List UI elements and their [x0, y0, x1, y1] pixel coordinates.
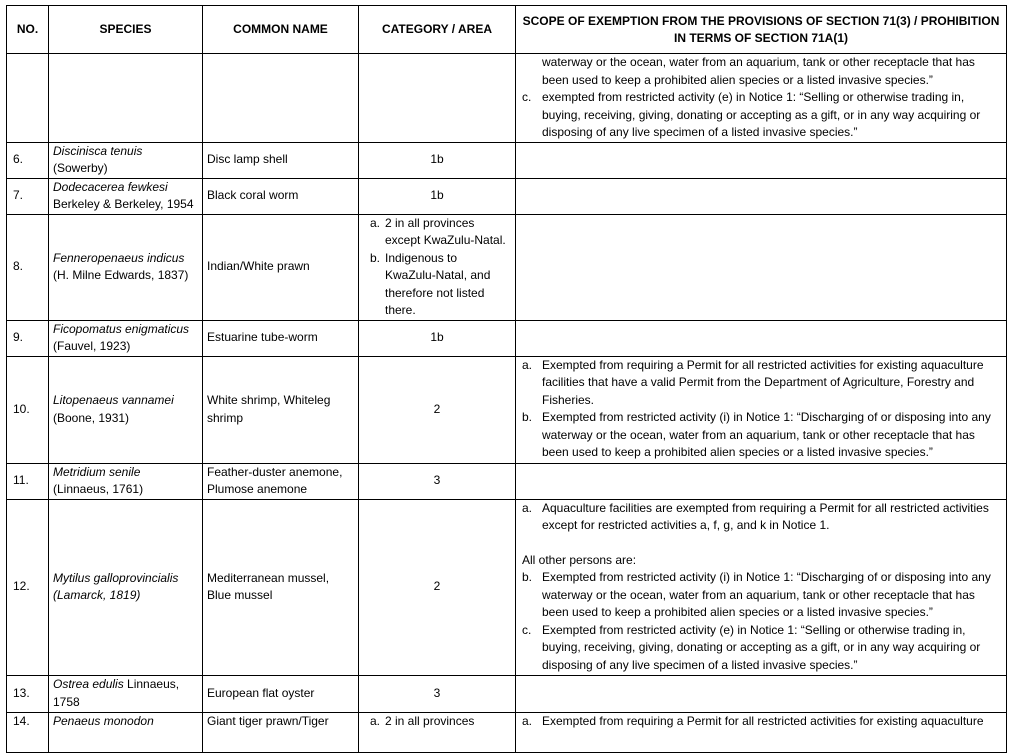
scope-note: All other persons are:	[522, 552, 637, 567]
common-name: Feather-duster anemone, Plumose anemone	[203, 463, 359, 499]
common-name: Indian/White prawn	[203, 214, 359, 320]
common-name: European flat oyster	[203, 675, 359, 712]
scope-cell	[516, 214, 1007, 320]
species-cell	[49, 320, 203, 356]
species-cell	[49, 675, 203, 712]
table-row	[7, 499, 1007, 675]
species-author: (Linnaeus, 1761)	[53, 482, 144, 496]
category-value: 2	[359, 356, 516, 463]
species-author: Linnaeus, 1758	[53, 677, 180, 709]
species-scientific-name: Ficopomatus enigmaticus	[53, 321, 190, 336]
category-value: 1b	[359, 142, 516, 178]
row-number: 7.	[7, 178, 49, 214]
table-row	[7, 356, 1007, 463]
species-cell	[49, 178, 203, 214]
row-number: 13.	[7, 675, 49, 712]
common-name-cell	[203, 54, 359, 143]
species-cell	[49, 356, 203, 463]
species-cell	[49, 463, 203, 499]
scope-item-key: c.	[522, 90, 532, 104]
species-scientific-name: Metridium senile	[53, 464, 141, 479]
scope-item-text: Exempted from restricted activity (i) in Notice 1: “Discharging of or disposing into any waterway or the ocean, water from an aquarium, tank or other receptacle that has been used to keep a prohibited alien species or a listed invasive species.”	[542, 410, 991, 459]
table-row	[7, 463, 1007, 499]
table-row	[7, 675, 1007, 712]
scope-cell	[516, 54, 1007, 143]
category-item-text: Indigenous to KwaZulu-Natal, and therefore not listed there.	[385, 250, 491, 317]
species-scientific-name: Penaeus monodon	[53, 713, 154, 728]
category-cell	[359, 214, 516, 320]
row-number: 10.	[7, 356, 49, 463]
row-number: 9.	[7, 320, 49, 356]
common-name: Giant tiger prawn/Tiger	[203, 712, 359, 752]
header-common-name: COMMON NAME	[203, 6, 359, 54]
category-value: 3	[359, 463, 516, 499]
species-scientific-name: Fenneropenaeus indicus	[53, 250, 185, 265]
scope-text: waterway or the ocean, water from an aquarium, tank or other receptacle that has been used to keep a prohibited alien species or a listed invasive species.”	[542, 55, 975, 87]
species-cell	[49, 712, 203, 752]
header-species: SPECIES	[49, 6, 203, 54]
species-author: (Boone, 1931)	[53, 410, 130, 425]
header-scope: SCOPE OF EXEMPTION FROM THE PROVISIONS OF SECTION 71(3) / PROHIBITION IN TERMS OF SECTION 71A(1)	[516, 6, 1007, 54]
table-row-continued	[7, 54, 1007, 143]
scope-item-text: Exempted from restricted activity (e) in Notice 1: “Selling or otherwise trading in, buying, receiving, giving, donating or accepting as a gift, or in any way acquiring or disposing of any live specimen of a listed invasive species.”	[542, 622, 981, 672]
table-row	[7, 142, 1007, 178]
common-name: Disc lamp shell	[203, 142, 359, 178]
scope-item-key: a.	[522, 500, 533, 515]
species-cell	[49, 499, 203, 675]
scope-cell	[516, 675, 1007, 712]
table-row	[7, 320, 1007, 356]
header-no: NO.	[7, 6, 49, 54]
category-value: 3	[359, 675, 516, 712]
category-value: 1b	[359, 178, 516, 214]
table-row	[7, 178, 1007, 214]
species-scientific-name: Discinisca tenuis	[53, 143, 143, 158]
species-table-page	[6, 5, 1006, 753]
table-row	[7, 214, 1007, 320]
row-number: 14.	[7, 712, 49, 752]
species-cell	[49, 54, 203, 143]
common-name: White shrimp, Whiteleg shrimp	[203, 356, 359, 463]
row-number: 6.	[7, 142, 49, 178]
common-name: Black coral worm	[203, 178, 359, 214]
scope-item-key: c.	[522, 622, 532, 637]
spacer	[520, 535, 1002, 552]
species-scientific-name: Ostrea edulis	[53, 677, 124, 691]
no-cell	[7, 54, 49, 143]
category-cell	[359, 712, 516, 752]
scope-item-text: Exempted from restricted activity (i) in Notice 1: “Discharging of or disposing into any waterway or the ocean, water from an aquarium, tank or other receptacle that has been used to keep a prohibited alien species or a listed invasive species.”	[542, 570, 991, 619]
table-header-row	[7, 6, 1007, 54]
species-author: (Fauvel, 1923)	[53, 339, 131, 353]
scope-cell	[516, 142, 1007, 178]
species-author: (H. Milne Edwards, 1837)	[53, 268, 189, 282]
species-scientific-name: Mytilus galloprovincialis	[53, 570, 179, 585]
scope-item-text: Exempted from requiring a Permit for all restricted activities for existing aquaculture	[542, 713, 984, 728]
category-item-key: b.	[369, 250, 380, 265]
table-row	[7, 712, 1007, 752]
species-scientific-name: Litopenaeus vannamei	[53, 393, 174, 407]
scope-item-key: b.	[522, 410, 533, 424]
species-author: (Lamarck, 1819)	[53, 588, 141, 602]
scope-item-text: Exempted from requiring a Permit for all restricted activities for existing aquaculture facilities that have a valid Permit from the Department of Agriculture, Forestry and Fisheries.	[542, 357, 984, 407]
category-item-text: 2 in all provinces except KwaZulu-Natal.	[385, 215, 506, 247]
row-number: 12.	[7, 499, 49, 675]
row-number: 11.	[7, 463, 49, 499]
species-author: (Sowerby)	[53, 161, 108, 175]
scope-cell	[516, 463, 1007, 499]
row-number: 8.	[7, 214, 49, 320]
category-cell	[359, 54, 516, 143]
species-scientific-name: Dodecacerea fewkesi	[53, 179, 168, 194]
header-category: CATEGORY / AREA	[359, 6, 516, 54]
category-item-key: a.	[369, 713, 380, 728]
category-value: 2	[359, 499, 516, 675]
species-cell	[49, 142, 203, 178]
scope-cell	[516, 178, 1007, 214]
species-cell	[49, 214, 203, 320]
common-name: Mediterranean mussel, Blue mussel	[203, 499, 359, 675]
species-author: Berkeley & Berkeley, 1954	[53, 197, 194, 211]
scope-item-key: b.	[522, 570, 533, 584]
scope-cell	[516, 712, 1007, 752]
category-item-key: a.	[369, 215, 380, 230]
category-value: 1b	[359, 320, 516, 356]
common-name: Estuarine tube-worm	[203, 320, 359, 356]
scope-cell	[516, 356, 1007, 463]
scope-item-text: exempted from restricted activity (e) in Notice 1: “Selling or otherwise trading in, buying, receiving, giving, donating or accepting as a gift, or in any way acquiring or disposing of any live specimen of a listed invasive species.”	[542, 90, 981, 139]
scope-item-key: a.	[522, 713, 533, 728]
scope-cell	[516, 499, 1007, 675]
scope-item-text: Aquaculture facilities are exempted from requiring a Permit for all restricted activities except for restricted activities a, f, g, and k in Notice 1.	[542, 500, 989, 532]
species-exemption-table	[6, 5, 1007, 753]
scope-item-key: a.	[522, 357, 533, 372]
scope-cell	[516, 320, 1007, 356]
category-item-text: 2 in all provinces	[385, 713, 475, 728]
